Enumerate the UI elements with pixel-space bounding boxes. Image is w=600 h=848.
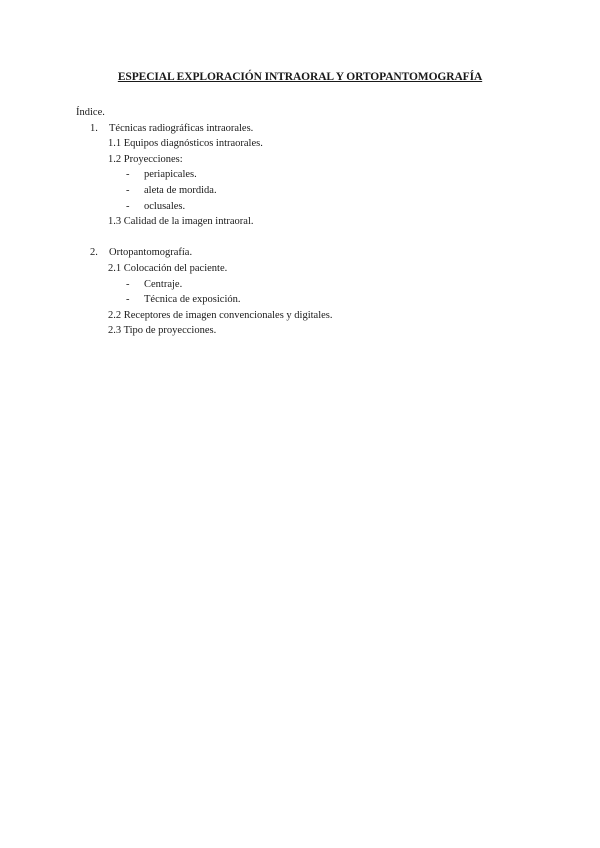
toc-bullet-oclusales	[126, 199, 556, 215]
subsection-number: 2.3	[108, 325, 122, 337]
document-title: ESPECIAL EXPLORACIÓN INTRAORAL Y ORTOPANTOMOGRAFÍA	[117, 71, 483, 83]
subsection-label: Colocación del paciente.	[123, 262, 228, 274]
toc-section-1	[90, 121, 556, 137]
toc-section-2	[90, 245, 556, 261]
bullet-dash: -	[126, 294, 130, 306]
subsection-label: Receptores de imagen convencionales y digitales.	[123, 309, 333, 321]
subsection-label: Tipo de proyecciones.	[123, 325, 217, 337]
bullet-label: Centraje.	[144, 278, 183, 290]
toc-subsection-2-3	[108, 323, 556, 339]
bullet-dash: -	[126, 278, 130, 290]
subsection-number: 1.2	[108, 153, 122, 165]
bullet-label: aleta de mordida.	[144, 184, 217, 196]
subsection-number: 2.2	[108, 309, 122, 321]
bullet-dash: -	[126, 169, 130, 181]
subsection-label: Proyecciones:	[123, 153, 183, 165]
bullet-dash: -	[126, 200, 130, 212]
table-of-contents	[76, 105, 556, 339]
toc-subsection-2-1	[108, 261, 556, 277]
toc-bullet-aleta-de-mordida	[126, 183, 556, 199]
subsection-label: Equipos diagnósticos intraorales.	[123, 138, 263, 150]
toc-subsection-2-2	[108, 308, 556, 324]
toc-bullet-tecnica-de-exposicion	[126, 292, 556, 308]
bullet-label: Técnica de exposición.	[144, 294, 241, 306]
toc-subsection-1-3	[108, 214, 556, 230]
toc-bullet-centraje	[126, 277, 556, 293]
bullet-dash: -	[126, 184, 130, 196]
bullet-label: oclusales.	[144, 200, 186, 212]
subsection-number: 1.3	[108, 216, 122, 228]
toc-subsection-1-2	[108, 152, 556, 168]
subsection-label: Calidad de la imagen intraoral.	[123, 216, 254, 228]
section-label: Ortopantomografía.	[109, 247, 193, 259]
section-spacer	[76, 230, 556, 246]
index-heading: Índice.	[76, 107, 105, 118]
bullet-label: periapicales.	[144, 169, 197, 181]
section-label: Técnicas radiográficas intraorales.	[109, 122, 254, 134]
section-number: 2.	[90, 247, 98, 259]
toc-subsection-1-1	[108, 136, 556, 152]
section-number: 1.	[90, 122, 98, 134]
subsection-number: 1.1	[108, 138, 122, 150]
toc-bullet-periapicales	[126, 167, 556, 183]
subsection-number: 2.1	[108, 262, 122, 274]
